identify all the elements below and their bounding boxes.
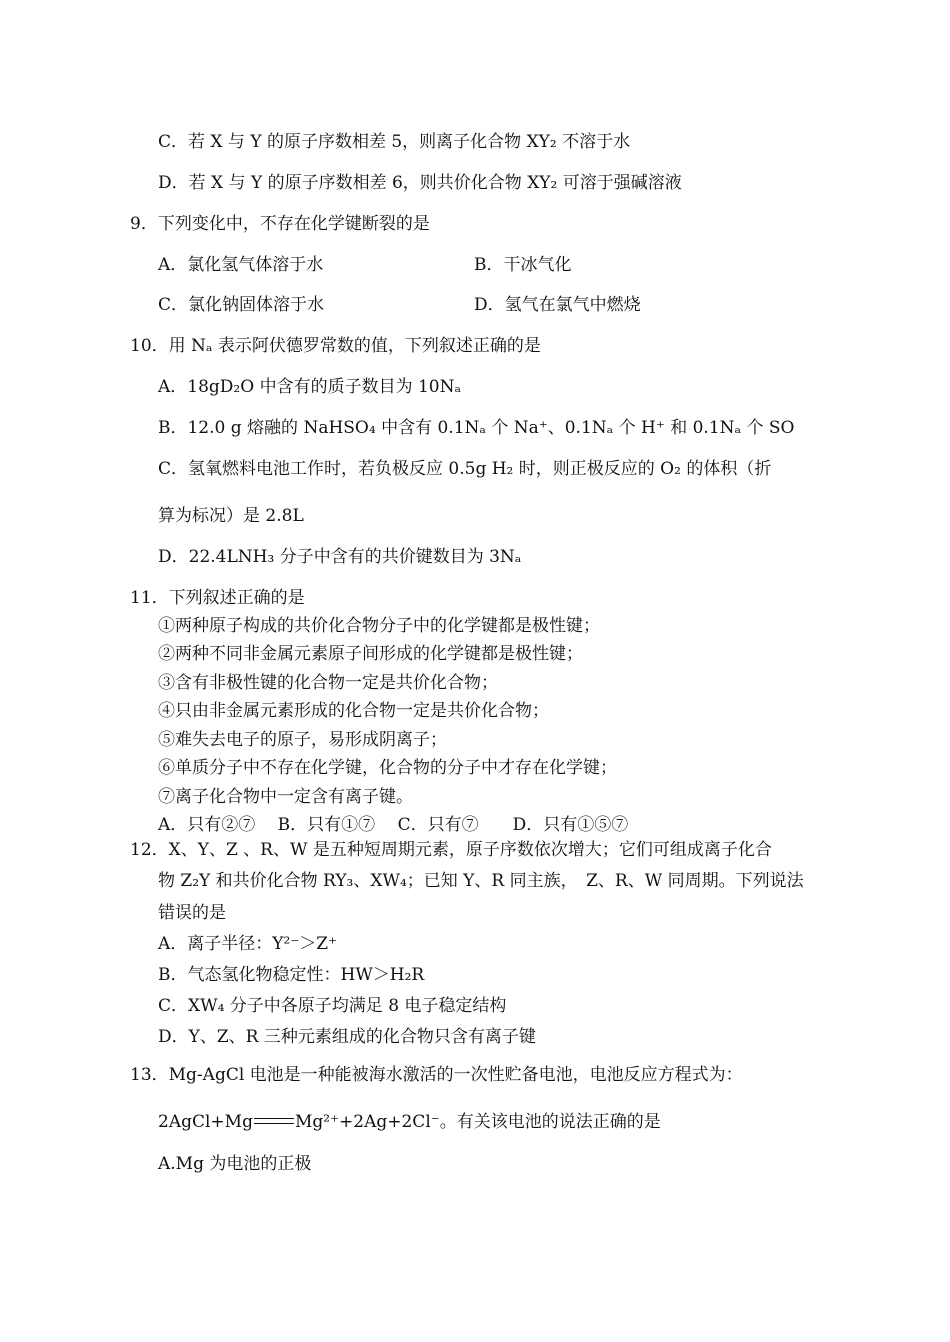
q10-option-b: B．12.0 g 熔融的 NaHSO₄ 中含有 0.1Nₐ 个 Na⁺、0.1Nₐ 个 H⁺ 和 0.1Nₐ 个 SO — [158, 418, 795, 438]
q10-stem: 10．用 Nₐ 表示阿伏德罗常数的值，下列叙述正确的是 — [130, 336, 541, 356]
q8-option-d: D．若 X 与 Y 的原子序数相差 6，则共价化合物 XY₂ 可溶于强碱溶液 — [158, 173, 682, 193]
q11-item: ③含有非极性键的化合物一定是共价化合物； — [158, 673, 498, 693]
q9-stem: 9．下列变化中，不存在化学键断裂的是 — [130, 214, 430, 234]
equation-right: Mg²⁺+2Ag+2Cl⁻ — [294, 1112, 440, 1132]
q10-option-a: A．18gD₂O 中含有的质子数目为 10Nₐ — [158, 377, 462, 397]
q11-item: ⑤难失去电子的原子，易形成阴离子； — [158, 730, 447, 750]
q9-option-b: B．干冰气化 — [474, 255, 572, 275]
q10-option-c-line1: C．氢氧燃料电池工作时，若负极反应 0.5g H₂ 时，则正极反应的 O₂ 的体积（折 — [158, 459, 772, 479]
q11-item: ⑥单质分子中不存在化学键，化合物的分子中才存在化学键； — [158, 758, 617, 778]
q12-stem-line2: 物 Z₂Y 和共价化合物 RY₃、XW₄；已知 Y、R 同主族， Z、R、W 同周期。下列说法 — [158, 871, 804, 891]
q13-equation-line — [158, 1111, 661, 1133]
q12-stem-line1: 12．X、Y、Z 、R、W 是五种短周期元素，原子序数依次增大；它们可组成离子化合 — [130, 840, 772, 860]
q9-option-c: C．氯化钠固体溶于水 — [158, 295, 325, 315]
q12-option-a: A．离子半径：Y²⁻＞Z⁺ — [158, 934, 338, 954]
q11-stem: 11．下列叙述正确的是 — [130, 588, 305, 608]
q10-option-d: D．22.4LNH₃ 分子中含有的共价键数目为 3Nₐ — [158, 547, 522, 567]
q11-item: ②两种不同非金属元素原子间形成的化学键都是极性键； — [158, 644, 583, 664]
equals-sign-icon — [254, 1118, 294, 1124]
q10-option-c-line2: 算为标况）是 2.8L — [158, 506, 304, 526]
q12-option-c: C．XW₄ 分子中各原子均满足 8 电子稳定结构 — [158, 996, 507, 1016]
q11-item: ①两种原子构成的共价化合物分子中的化学键都是极性键； — [158, 616, 600, 636]
equation-left: 2AgCl+Mg — [158, 1112, 253, 1132]
q11-options: A．只有②⑦ B．只有①⑦ C．只有⑦ D．只有①⑤⑦ — [158, 815, 629, 835]
q13-option-a: A.Mg 为电池的正极 — [158, 1154, 312, 1174]
q12-option-b: B．气态氢化物稳定性：HW＞H₂R — [158, 965, 425, 985]
q12-option-d: D．Y、Z、R 三种元素组成的化合物只含有离子键 — [158, 1027, 536, 1047]
q12-stem-line3: 错误的是 — [158, 903, 226, 923]
q8-option-c: C．若 X 与 Y 的原子序数相差 5，则离子化合物 XY₂ 不溶于水 — [158, 132, 631, 152]
q13-stem-tail: 。有关该电池的说法正确的是 — [439, 1112, 661, 1132]
q9-option-a: A．氯化氢气体溶于水 — [158, 255, 324, 275]
q11-item: ④只由非金属元素形成的化合物一定是共价化合物； — [158, 701, 549, 721]
q11-item: ⑦离子化合物中一定含有离子键。 — [158, 787, 413, 807]
q13-stem-line1: 13．Mg-AgCl 电池是一种能被海水激活的一次性贮备电池，电池反应方程式为： — [130, 1065, 743, 1085]
q9-option-d: D．氢气在氯气中燃烧 — [474, 295, 641, 315]
